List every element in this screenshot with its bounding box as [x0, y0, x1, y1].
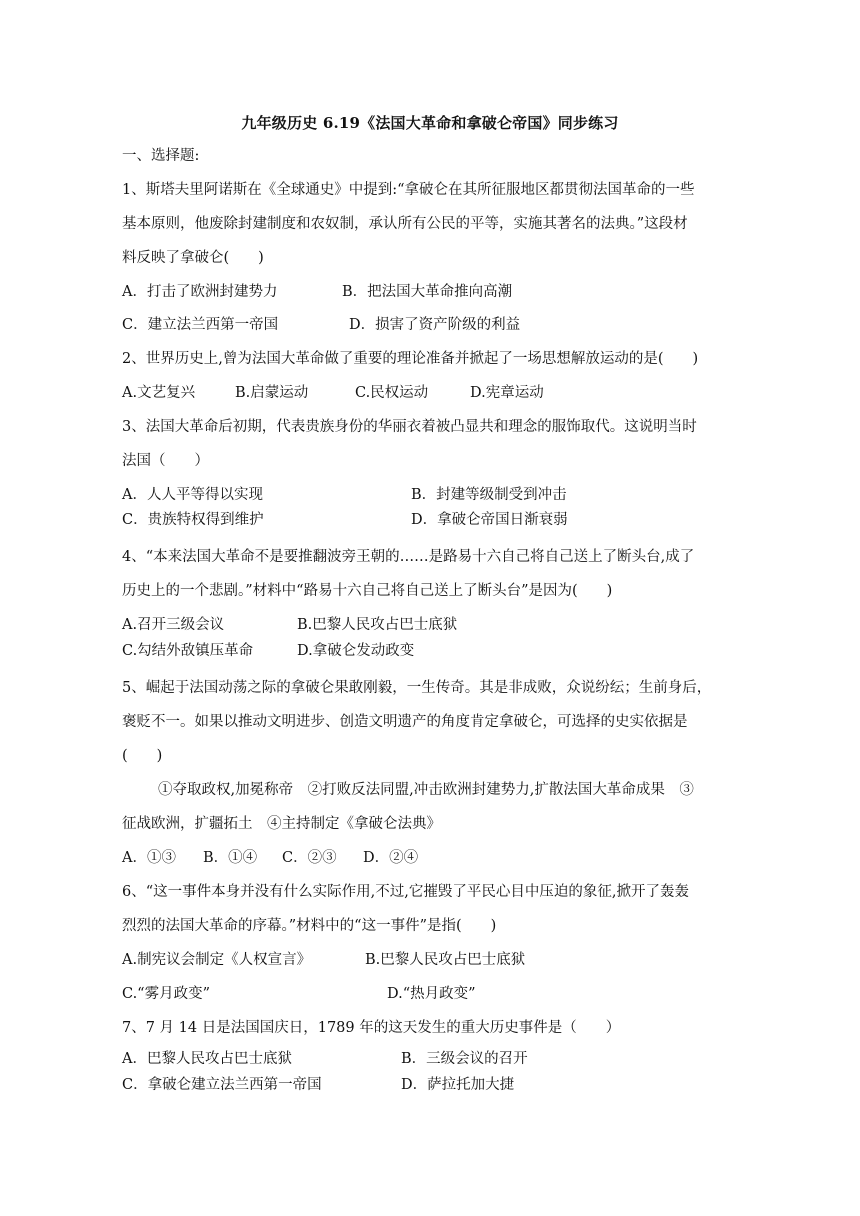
document-title: 九年级历史 6.19《法国大革命和拿破仑帝国》同步练习	[241, 114, 619, 132]
question-1-line-3: 料反映了拿破仑( )	[122, 250, 264, 266]
question-2-option-c: C.民权运动	[355, 385, 429, 401]
question-3-option-a: A．人人平等得以实现	[122, 487, 263, 503]
question-7-option-c: C．拿破仑建立法兰西第一帝国	[122, 1077, 322, 1093]
question-1-line-2: 基本原则，他废除封建制度和农奴制，承认所有公民的平等，实施其著名的法典。”这段材	[122, 216, 688, 232]
question-5-option-d: D．②④	[363, 850, 419, 866]
question-2-line-1: 2、世界历史上,曾为法国大革命做了重要的理论准备并掀起了一场思想解放运动的是( )	[122, 351, 699, 367]
question-2-option-b: B.启蒙运动	[235, 385, 309, 401]
question-6-option-c: C.“雾月政变”	[122, 986, 211, 1002]
question-7-line-1: 7、7 月 14 日是法国国庆日，1789 年的这天发生的重大历史事件是（ ）	[122, 1020, 621, 1036]
question-5-line-2: 褒贬不一。如果以推动文明进步、创造文明遗产的角度肯定拿破仑，可选择的史实依据是	[122, 714, 688, 730]
question-4-option-c: C.勾结外敌镇压革命	[122, 643, 254, 659]
question-5-option-a: A．①③	[122, 850, 176, 866]
question-4-option-d: D.拿破仑发动政变	[297, 643, 415, 659]
question-6-option-b: B.巴黎人民攻占巴士底狱	[365, 952, 526, 968]
question-2-option-a: A.文艺复兴	[122, 385, 196, 401]
question-3-option-c: C．贵族特权得到维护	[122, 512, 264, 528]
question-6-line-2: 烈烈的法国大革命的序幕。”材料中的“这一事件”是指( )	[122, 918, 497, 934]
question-5-option-b: B．①④	[203, 850, 258, 866]
question-4-option-b: B.巴黎人民攻占巴士底狱	[297, 617, 458, 633]
question-1-line-1: 1、斯塔夫里阿诺斯在《全球通史》中提到:“拿破仑在其所征服地区都贯彻法国革命的一些	[122, 182, 695, 198]
question-4-option-a: A.召开三级会议	[122, 617, 225, 633]
question-5-statements-line-1: ①夺取政权,加冕称帝 ②打败反法同盟,冲击欧洲封建势力,扩散法国大革命成果 ③	[158, 782, 694, 798]
question-3-option-d: D．拿破仑帝国日渐衰弱	[411, 512, 568, 528]
question-6-line-1: 6、“这一事件本身并没有什么实际作用,不过,它摧毁了平民心目中压迫的象征,掀开了轰轰	[122, 884, 689, 900]
question-3-line-1: 3、法国大革命后初期，代表贵族身份的华丽衣着被凸显共和理念的服饰取代。这说明当时	[122, 419, 697, 435]
question-4-line-1: 4、“本来法国大革命不是要推翻波旁王朝的……是路易十六自己将自己送上了断头台,成了	[122, 549, 695, 565]
question-6-option-d: D.“热月政变”	[387, 986, 476, 1002]
question-3-line-2: 法国（ ）	[122, 453, 209, 469]
question-1-option-c: C．建立法兰西第一帝国	[122, 317, 279, 333]
question-6-option-a: A.制宪议会制定《人权宣言》	[122, 952, 312, 968]
question-5-line-1: 5、崛起于法国动荡之际的拿破仑果敢刚毅，一生传奇。其是非成败，众说纷纭；生前身后，	[122, 680, 712, 696]
question-3-option-b: B．封建等级制受到冲击	[411, 487, 567, 503]
question-2-option-d: D.宪章运动	[470, 385, 544, 401]
question-1-option-a: A．打击了欧洲封建势力	[122, 284, 278, 300]
question-1-option-d: D．损害了资产阶级的利益	[349, 317, 521, 333]
question-1-option-b: B．把法国大革命推向高潮	[342, 284, 513, 300]
question-4-line-2: 历史上的一个悲剧。”材料中“路易十六自己将自己送上了断头台”是因为( )	[122, 583, 613, 599]
question-5-option-c: C．②③	[282, 850, 337, 866]
question-7-option-a: A．巴黎人民攻占巴士底狱	[122, 1051, 292, 1067]
question-5-statements-line-2: 征战欧洲，扩疆拓土 ④主持制定《拿破仑法典》	[122, 816, 441, 832]
question-7-option-b: B．三级会议的召开	[401, 1051, 528, 1067]
question-5-line-3: ( )	[122, 748, 163, 764]
question-7-option-d: D．萨拉托加大捷	[401, 1077, 515, 1093]
section-heading: 一、选择题:	[122, 148, 200, 164]
